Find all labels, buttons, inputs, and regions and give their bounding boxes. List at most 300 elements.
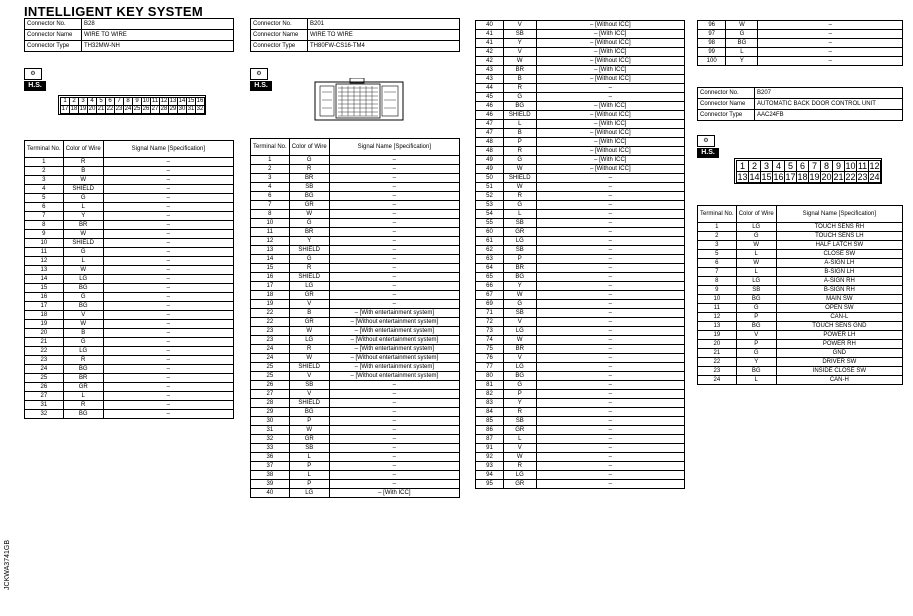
signal-name: – bbox=[103, 275, 233, 284]
terminal-table-b201-end bbox=[697, 20, 903, 66]
table-row bbox=[25, 383, 234, 392]
terminal-number: 3 bbox=[25, 176, 64, 185]
signal-name: – bbox=[329, 219, 459, 228]
wire-color: V bbox=[503, 21, 536, 30]
connector-info-b28 bbox=[24, 18, 234, 52]
terminal-number: 86 bbox=[476, 426, 504, 435]
table-row bbox=[476, 282, 685, 291]
wire-color: R bbox=[503, 192, 536, 201]
terminal-number: 7 bbox=[251, 201, 290, 210]
terminal-number: 2 bbox=[25, 167, 64, 176]
terminal-table-b201-continued bbox=[475, 20, 685, 489]
terminal-number: 77 bbox=[476, 363, 504, 372]
terminal-number: 19 bbox=[25, 320, 64, 329]
wire-color: SHIELD bbox=[289, 273, 329, 282]
info-label: Connector No. bbox=[698, 88, 755, 99]
pin-cell: 10 bbox=[845, 161, 856, 171]
terminal-number: 27 bbox=[25, 392, 64, 401]
terminal-number: 76 bbox=[476, 354, 504, 363]
terminal-number: 13 bbox=[698, 322, 737, 331]
column-header-signal: Signal Name [Specification] bbox=[103, 141, 233, 158]
terminal-number: 48 bbox=[476, 138, 504, 147]
table-row bbox=[476, 336, 685, 345]
table-row bbox=[698, 30, 903, 39]
terminal-number: 13 bbox=[251, 246, 290, 255]
terminal-number: 61 bbox=[476, 237, 504, 246]
table-row bbox=[476, 417, 685, 426]
harness-symbol-icon: ⚙ H.S. bbox=[24, 68, 46, 90]
terminal-number: 10 bbox=[251, 219, 290, 228]
wire-color: LG bbox=[503, 237, 536, 246]
table-row bbox=[698, 322, 903, 331]
wire-color: BG bbox=[63, 302, 103, 311]
table-row bbox=[476, 138, 685, 147]
terminal-number: 46 bbox=[476, 111, 504, 120]
info-row bbox=[25, 30, 234, 41]
terminal-number: 100 bbox=[698, 57, 726, 66]
terminal-number: 7 bbox=[25, 212, 64, 221]
terminal-number: 40 bbox=[251, 489, 290, 498]
signal-name: – bbox=[329, 255, 459, 264]
table-row bbox=[251, 336, 460, 345]
signal-name: – bbox=[329, 453, 459, 462]
info-value: TH32MW-NH bbox=[82, 41, 234, 52]
wire-color: W bbox=[736, 241, 776, 250]
wire-color: LG bbox=[289, 489, 329, 498]
wire-color: V bbox=[503, 354, 536, 363]
wire-color: Y bbox=[503, 282, 536, 291]
wire-color: LG bbox=[736, 223, 776, 232]
signal-name: B-SIGN LH bbox=[776, 268, 902, 277]
terminal-number: 11 bbox=[698, 304, 737, 313]
pin-cell: 5 bbox=[784, 160, 797, 172]
column-header-color: Color of Wire bbox=[63, 141, 103, 158]
signal-name: OPEN SW bbox=[776, 304, 902, 313]
wire-color: B bbox=[289, 309, 329, 318]
table-row bbox=[476, 363, 685, 372]
table-row bbox=[251, 201, 460, 210]
table-row bbox=[25, 239, 234, 248]
wire-color: LG bbox=[503, 327, 536, 336]
table-row bbox=[251, 363, 460, 372]
wire-color: L bbox=[736, 250, 776, 259]
table-row bbox=[25, 311, 234, 320]
terminal-number: 31 bbox=[25, 401, 64, 410]
signal-name: – [With ICC] bbox=[536, 102, 684, 111]
table-row bbox=[698, 376, 903, 385]
signal-name: – [Without ICC] bbox=[536, 57, 684, 66]
table-row bbox=[25, 266, 234, 275]
signal-name: – bbox=[329, 471, 459, 480]
terminal-number: 24 bbox=[251, 354, 290, 363]
terminal-number: 52 bbox=[476, 192, 504, 201]
pin-cell: 25 bbox=[133, 106, 141, 112]
table-row bbox=[25, 401, 234, 410]
wire-color: P bbox=[289, 462, 329, 471]
signal-name: – bbox=[103, 284, 233, 293]
signal-name: – bbox=[329, 417, 459, 426]
signal-name: – bbox=[103, 230, 233, 239]
pin-cell: 29 bbox=[169, 106, 177, 112]
wire-color: G bbox=[63, 248, 103, 257]
signal-name: – bbox=[329, 201, 459, 210]
terminal-number: 14 bbox=[25, 275, 64, 284]
table-row bbox=[251, 399, 460, 408]
table-row bbox=[476, 120, 685, 129]
pin-cell: 21 bbox=[97, 106, 105, 112]
signal-name: – [Without ICC] bbox=[536, 165, 684, 174]
wire-color: SHIELD bbox=[289, 246, 329, 255]
terminal-number: 23 bbox=[251, 327, 290, 336]
wire-color: R bbox=[63, 356, 103, 365]
signal-name: – bbox=[329, 399, 459, 408]
pin-cell: 24 bbox=[124, 106, 132, 112]
signal-name: – bbox=[536, 264, 684, 273]
wire-color: L bbox=[503, 120, 536, 129]
table-row bbox=[476, 318, 685, 327]
pin-cell: 21 bbox=[833, 172, 844, 182]
table-row bbox=[476, 48, 685, 57]
terminal-number: 62 bbox=[476, 246, 504, 255]
terminal-number: 40 bbox=[476, 21, 504, 30]
signal-name: – bbox=[329, 480, 459, 489]
signal-name: – [Without entertainment system] bbox=[329, 336, 459, 345]
pin-cell: 13 bbox=[169, 98, 177, 104]
table-row bbox=[251, 282, 460, 291]
info-value: TH80FW-CS16-TM4 bbox=[308, 41, 460, 52]
table-row bbox=[698, 358, 903, 367]
signal-name: – [With ICC] bbox=[536, 120, 684, 129]
table-row bbox=[476, 129, 685, 138]
terminal-table-b28 bbox=[24, 140, 234, 419]
table-row bbox=[698, 21, 903, 30]
wire-color: LG bbox=[63, 347, 103, 356]
signal-name: – bbox=[536, 426, 684, 435]
table-row bbox=[25, 392, 234, 401]
info-value: WIRE TO WIRE bbox=[82, 30, 234, 41]
terminal-number: 65 bbox=[476, 273, 504, 282]
table-row bbox=[698, 349, 903, 358]
table-row bbox=[698, 304, 903, 313]
pin-cell: 7 bbox=[114, 97, 124, 106]
table-row bbox=[476, 453, 685, 462]
wire-color: BR bbox=[503, 345, 536, 354]
terminal-number: 49 bbox=[476, 165, 504, 174]
column-header-terminal: Terminal No. bbox=[25, 141, 64, 158]
signal-name: – bbox=[103, 203, 233, 212]
wire-color: G bbox=[63, 194, 103, 203]
terminal-number: 12 bbox=[25, 257, 64, 266]
table-row bbox=[25, 185, 234, 194]
info-label: Connector Name bbox=[25, 30, 82, 41]
wire-color: SHIELD bbox=[63, 185, 103, 194]
wire-color: W bbox=[289, 327, 329, 336]
pin-cell: 16 bbox=[773, 172, 784, 182]
signal-name: – bbox=[329, 444, 459, 453]
table-row bbox=[476, 219, 685, 228]
wire-color: L bbox=[736, 268, 776, 277]
signal-name: – [Without ICC] bbox=[536, 39, 684, 48]
terminal-number: 75 bbox=[476, 345, 504, 354]
table-row bbox=[25, 320, 234, 329]
info-row bbox=[698, 88, 903, 99]
terminal-number: 64 bbox=[476, 264, 504, 273]
signal-name: – bbox=[329, 246, 459, 255]
pin-cell: 6 bbox=[105, 97, 115, 106]
signal-name: – bbox=[329, 435, 459, 444]
terminal-number: 24 bbox=[698, 376, 737, 385]
signal-name: – [With entertainment system] bbox=[329, 309, 459, 318]
signal-name: – bbox=[536, 453, 684, 462]
wire-color: GR bbox=[503, 480, 536, 489]
table-row bbox=[476, 399, 685, 408]
table-row bbox=[476, 354, 685, 363]
terminal-number: 10 bbox=[698, 295, 737, 304]
wire-color: BG bbox=[503, 102, 536, 111]
wire-color: SHIELD bbox=[289, 399, 329, 408]
table-row bbox=[476, 228, 685, 237]
terminal-number: 45 bbox=[476, 93, 504, 102]
terminal-number: 14 bbox=[251, 255, 290, 264]
figure-code: JCKWA3741GB bbox=[4, 540, 11, 590]
wire-color: W bbox=[63, 320, 103, 329]
signal-name: A-SIGN RH bbox=[776, 277, 902, 286]
pin-cell: 9 bbox=[132, 97, 142, 106]
harness-symbol-icon: ⚙ H.S. bbox=[697, 135, 719, 157]
wire-color: GR bbox=[289, 201, 329, 210]
wire-color: GR bbox=[289, 291, 329, 300]
signal-name: – [With entertainment system] bbox=[329, 327, 459, 336]
pin-cell: 19 bbox=[809, 172, 820, 182]
terminal-number: 83 bbox=[476, 399, 504, 408]
wire-color: G bbox=[63, 293, 103, 302]
table-row bbox=[698, 223, 903, 232]
wire-color: BG bbox=[289, 192, 329, 201]
pin-cell: 2 bbox=[748, 160, 761, 172]
info-row bbox=[698, 99, 903, 110]
terminal-number: 25 bbox=[251, 363, 290, 372]
signal-name: – bbox=[536, 372, 684, 381]
wire-color: P bbox=[736, 340, 776, 349]
table-row bbox=[476, 183, 685, 192]
signal-name: – bbox=[536, 84, 684, 93]
table-row bbox=[251, 174, 460, 183]
signal-name: – bbox=[103, 338, 233, 347]
terminal-number: 22 bbox=[251, 309, 290, 318]
terminal-number: 1 bbox=[25, 158, 64, 167]
table-row bbox=[251, 318, 460, 327]
pin-cell: 8 bbox=[123, 97, 133, 106]
pin-cell: 15 bbox=[761, 172, 772, 182]
wire-color: BR bbox=[289, 174, 329, 183]
wire-color: W bbox=[503, 453, 536, 462]
terminal-number: 22 bbox=[251, 318, 290, 327]
table-row bbox=[698, 268, 903, 277]
signal-name: – bbox=[329, 273, 459, 282]
info-value: B201 bbox=[308, 19, 460, 30]
terminal-number: 6 bbox=[251, 192, 290, 201]
terminal-number: 18 bbox=[25, 311, 64, 320]
table-row bbox=[25, 221, 234, 230]
table-row bbox=[251, 183, 460, 192]
table-row bbox=[698, 250, 903, 259]
table-row bbox=[251, 291, 460, 300]
signal-name: – bbox=[329, 210, 459, 219]
wire-color: V bbox=[503, 48, 536, 57]
terminal-table-b201 bbox=[250, 138, 460, 498]
table-row bbox=[476, 264, 685, 273]
info-row bbox=[25, 41, 234, 52]
table-row bbox=[476, 156, 685, 165]
signal-name: – [Without ICC] bbox=[536, 111, 684, 120]
wire-color: W bbox=[503, 165, 536, 174]
terminal-number: 60 bbox=[476, 228, 504, 237]
terminal-number: 24 bbox=[251, 345, 290, 354]
wire-color: W bbox=[289, 210, 329, 219]
terminal-number: 80 bbox=[476, 372, 504, 381]
signal-name: – bbox=[103, 302, 233, 311]
pin-cell: 27 bbox=[151, 106, 159, 112]
table-row bbox=[25, 347, 234, 356]
terminal-number: 33 bbox=[251, 444, 290, 453]
signal-name: – bbox=[536, 246, 684, 255]
table-row bbox=[476, 372, 685, 381]
terminal-number: 42 bbox=[476, 57, 504, 66]
column-header-terminal: Terminal No. bbox=[251, 139, 290, 156]
signal-name: A-SIGN LH bbox=[776, 259, 902, 268]
wire-color: G bbox=[726, 30, 758, 39]
table-row bbox=[251, 354, 460, 363]
terminal-number: 20 bbox=[698, 340, 737, 349]
wire-color: L bbox=[289, 471, 329, 480]
terminal-number: 5 bbox=[698, 250, 737, 259]
terminal-number: 43 bbox=[476, 66, 504, 75]
wire-color: V bbox=[289, 390, 329, 399]
wire-color: P bbox=[736, 313, 776, 322]
signal-name: – [Without ICC] bbox=[536, 147, 684, 156]
wire-color: P bbox=[289, 417, 329, 426]
wire-color: R bbox=[63, 401, 103, 410]
wire-color: SHIELD bbox=[503, 174, 536, 183]
wire-color: GR bbox=[63, 383, 103, 392]
signal-name: – [With ICC] bbox=[536, 66, 684, 75]
signal-name: – [Without ICC] bbox=[536, 75, 684, 84]
signal-name: – bbox=[329, 228, 459, 237]
signal-name: – bbox=[536, 237, 684, 246]
table-row bbox=[698, 286, 903, 295]
table-row bbox=[476, 201, 685, 210]
connector-info-b201 bbox=[250, 18, 460, 52]
pin-cell: 12 bbox=[160, 98, 168, 104]
header-row bbox=[25, 141, 234, 158]
wire-color: LG bbox=[503, 363, 536, 372]
wire-color: SHIELD bbox=[503, 111, 536, 120]
table-row bbox=[698, 39, 903, 48]
wire-color: SHIELD bbox=[289, 363, 329, 372]
wire-color: GR bbox=[289, 435, 329, 444]
signal-name: – bbox=[536, 201, 684, 210]
terminal-number: 1 bbox=[698, 223, 737, 232]
info-value: AAC24FB bbox=[755, 110, 903, 121]
terminal-number: 6 bbox=[698, 259, 737, 268]
terminal-number: 47 bbox=[476, 129, 504, 138]
wire-color: SB bbox=[289, 183, 329, 192]
wire-color: G bbox=[736, 232, 776, 241]
harness-symbol-icon: ⚙ H.S. bbox=[250, 68, 272, 90]
signal-name: – [With ICC] bbox=[536, 138, 684, 147]
pin-cell: 15 bbox=[187, 98, 195, 104]
signal-name: – bbox=[103, 365, 233, 374]
signal-name: – bbox=[103, 374, 233, 383]
table-row bbox=[476, 21, 685, 30]
wire-color: L bbox=[63, 203, 103, 212]
wire-color: BG bbox=[289, 408, 329, 417]
pin-cell: 2 bbox=[69, 97, 79, 106]
signal-name: – bbox=[758, 48, 903, 57]
pin-cell: 22 bbox=[106, 106, 114, 112]
signal-name: – bbox=[103, 158, 233, 167]
terminal-number: 99 bbox=[698, 48, 726, 57]
pin-cell: 19 bbox=[79, 106, 87, 112]
terminal-number: 51 bbox=[476, 183, 504, 192]
info-row bbox=[25, 19, 234, 30]
terminal-number: 91 bbox=[476, 444, 504, 453]
wire-color: SHIELD bbox=[63, 239, 103, 248]
wire-color: V bbox=[736, 331, 776, 340]
signal-name: – bbox=[536, 363, 684, 372]
wire-color: BG bbox=[726, 39, 758, 48]
signal-name: – bbox=[758, 57, 903, 66]
terminal-number: 72 bbox=[476, 318, 504, 327]
table-row bbox=[698, 313, 903, 322]
terminal-number: 3 bbox=[251, 174, 290, 183]
signal-name: TOUCH SENS GND bbox=[776, 322, 902, 331]
table-row bbox=[251, 228, 460, 237]
signal-name: – bbox=[329, 291, 459, 300]
pin-cell: 10 bbox=[142, 98, 150, 104]
pin-cell: 23 bbox=[115, 106, 123, 112]
signal-name: – bbox=[329, 183, 459, 192]
table-row bbox=[251, 345, 460, 354]
wire-color: V bbox=[63, 311, 103, 320]
pin-cell: 20 bbox=[88, 106, 96, 112]
signal-name: – bbox=[103, 248, 233, 257]
terminal-number: 13 bbox=[25, 266, 64, 275]
wire-color: L bbox=[63, 257, 103, 266]
table-row bbox=[476, 426, 685, 435]
wire-color: W bbox=[503, 336, 536, 345]
table-row bbox=[476, 210, 685, 219]
table-row bbox=[698, 367, 903, 376]
signal-name: – [With entertainment system] bbox=[329, 363, 459, 372]
signal-name: – bbox=[536, 336, 684, 345]
signal-name: – bbox=[536, 183, 684, 192]
info-label: Connector Name bbox=[251, 30, 308, 41]
terminal-number: 39 bbox=[251, 480, 290, 489]
terminal-number: 9 bbox=[698, 286, 737, 295]
signal-name: – bbox=[536, 462, 684, 471]
signal-name: – bbox=[536, 300, 684, 309]
terminal-number: 9 bbox=[25, 230, 64, 239]
terminal-number: 95 bbox=[476, 480, 504, 489]
terminal-number: 22 bbox=[25, 347, 64, 356]
terminal-number: 32 bbox=[251, 435, 290, 444]
table-row bbox=[698, 277, 903, 286]
terminal-number: 26 bbox=[25, 383, 64, 392]
wire-color: BG bbox=[503, 372, 536, 381]
terminal-number: 1 bbox=[251, 156, 290, 165]
signal-name: – bbox=[536, 327, 684, 336]
